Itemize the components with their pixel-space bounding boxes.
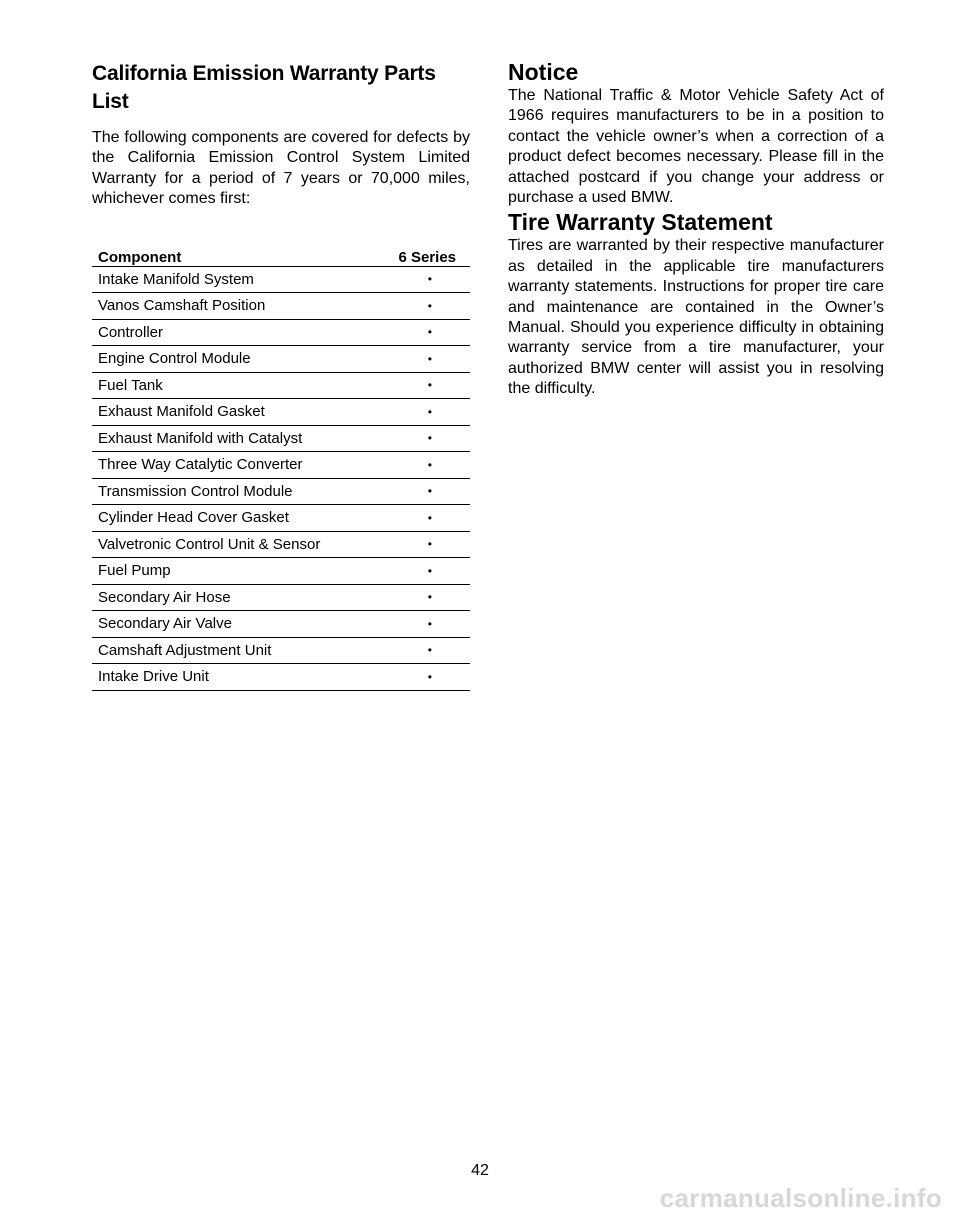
parts-table xyxy=(92,241,470,691)
coverage-bullet-icon: • xyxy=(427,510,432,525)
component-name: Intake Manifold System xyxy=(98,270,254,288)
component-name: Secondary Air Valve xyxy=(98,615,232,633)
component-name: Cylinder Head Cover Gasket xyxy=(98,509,289,527)
table-row xyxy=(92,479,470,506)
section-title-emission-parts: California Emission Warranty Parts List xyxy=(92,62,436,113)
coverage-bullet-icon: • xyxy=(427,616,432,631)
coverage-bullet-icon: • xyxy=(427,351,432,366)
component-name: Exhaust Manifold Gasket xyxy=(98,403,265,421)
coverage-bullet-icon: • xyxy=(427,563,432,578)
header-series: 6 Series xyxy=(398,248,456,266)
table-row xyxy=(92,585,470,612)
table-row xyxy=(92,558,470,585)
table-row xyxy=(92,399,470,426)
coverage-bullet-icon: • xyxy=(427,272,432,287)
table-row xyxy=(92,532,470,559)
coverage-bullet-icon: • xyxy=(427,298,432,313)
table-row xyxy=(92,373,470,400)
table-row xyxy=(92,267,470,294)
component-name: Intake Drive Unit xyxy=(98,668,209,686)
coverage-bullet-icon: • xyxy=(427,431,432,446)
header-component: Component xyxy=(98,248,182,266)
page-number: 42 xyxy=(471,1162,489,1179)
component-name: Engine Control Module xyxy=(98,350,251,368)
component-name: Fuel Pump xyxy=(98,562,171,580)
coverage-bullet-icon: • xyxy=(427,590,432,605)
table-body xyxy=(92,267,470,691)
tire-warranty-paragraph: Tires are warranted by their respective manufacturer as detailed in the applicable tire manufacturers warranty statements. Instructions for proper tire care and maintenance are contained in the Owner’s Manual. Should you experience difficulty in obtaining warranty service from a tire manufacturer, your authorized BMW center will assist you in resolving the difficulty. xyxy=(508,237,884,398)
coverage-bullet-icon: • xyxy=(427,537,432,552)
table-row xyxy=(92,320,470,347)
coverage-bullet-icon: • xyxy=(427,643,432,658)
component-name: Camshaft Adjustment Unit xyxy=(98,641,272,659)
component-name: Secondary Air Hose xyxy=(98,588,231,606)
component-name: Three Way Catalytic Converter xyxy=(98,456,303,474)
table-row xyxy=(92,638,470,665)
table-row xyxy=(92,664,470,691)
component-name: Vanos Camshaft Position xyxy=(98,297,266,315)
coverage-bullet-icon: • xyxy=(427,457,432,472)
watermark-logo: carmanualsonline.info xyxy=(659,1183,942,1213)
coverage-bullet-icon: • xyxy=(427,325,432,340)
table-header-row xyxy=(92,241,470,267)
emission-intro-paragraph: The following components are covered for defects by the California Emission Control System Limited Warranty for a period of 7 years or 70,000 miles, whichever comes first: xyxy=(92,129,470,208)
table-row xyxy=(92,346,470,373)
table-row xyxy=(92,293,470,320)
table-row xyxy=(92,611,470,638)
component-name: Exhaust Manifold with Catalyst xyxy=(98,429,303,447)
section-title-notice: Notice xyxy=(508,59,579,85)
right-column xyxy=(508,58,884,400)
component-name: Controller xyxy=(98,323,164,341)
section-title-tire-warranty: Tire Warranty Statement xyxy=(508,209,773,236)
coverage-bullet-icon: • xyxy=(427,404,432,419)
component-name: Transmission Control Module xyxy=(98,482,293,500)
coverage-bullet-icon: • xyxy=(427,484,432,499)
component-name: Fuel Tank xyxy=(98,376,163,394)
coverage-bullet-icon: • xyxy=(427,378,432,393)
table-row xyxy=(92,452,470,479)
component-name: Valvetronic Control Unit & Sensor xyxy=(98,535,321,553)
left-column xyxy=(92,60,470,691)
table-row xyxy=(92,505,470,532)
table-row xyxy=(92,426,470,453)
coverage-bullet-icon: • xyxy=(427,669,432,684)
notice-paragraph: The National Traffic & Motor Vehicle Safety Act of 1966 requires manufacturers to be in a position to contact the vehicle owner’s when a correction of a product defect becomes necessary. Please fill in the attached postcard if you change your address or purchase a used BMW. xyxy=(508,87,884,207)
